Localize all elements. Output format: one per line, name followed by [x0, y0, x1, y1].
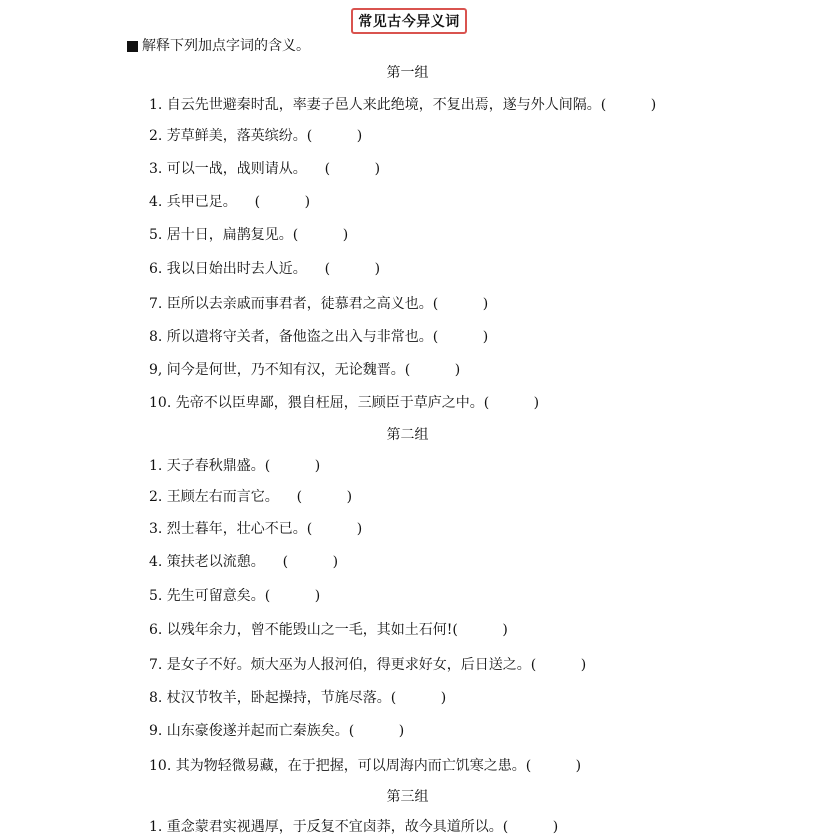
list-item: 5. 居十日，扁鹊复见。( )	[149, 227, 349, 243]
list-item: 1. 天子春秋鼎盛。( )	[149, 458, 321, 474]
list-item: 9. 山东豪俊遂并起而亡秦族矣。( )	[149, 723, 405, 739]
page-title: 常见古今异义词	[351, 8, 467, 34]
list-item: 7. 是女子不好。烦大巫为人报河伯，得更求好女，后日送之。( )	[149, 657, 587, 673]
group-title-3: 第三组	[386, 789, 429, 805]
list-item: 2. 王顾左右而言它。 ( )	[149, 489, 353, 505]
instruction	[127, 36, 310, 56]
list-item: 4. 兵甲已足。 ( )	[149, 194, 311, 210]
list-item: 8. 杖汉节牧羊，卧起操持，节旄尽落。( )	[149, 690, 447, 706]
list-item: 10. 先帝不以臣卑鄙，猥自枉屈，三顾臣于草庐之中。( )	[149, 395, 540, 411]
list-item: 2. 芳草鲜美，落英缤纷。( )	[149, 128, 363, 144]
list-item: 4. 策扶老以流憩。 ( )	[149, 554, 339, 570]
list-item: 1. 重念蒙君实视遇厚，于反复不宜卤莽，故今具道所以。( )	[149, 819, 559, 835]
list-item: 6. 以残年余力，曾不能毁山之一毛，其如土石何!( )	[149, 622, 508, 638]
list-item: 3. 可以一战，战则请从。 ( )	[149, 161, 381, 177]
list-item: 3. 烈士暮年，壮心不已。( )	[149, 521, 363, 537]
instruction-text: 解释下列加点字词的含义。	[142, 38, 310, 54]
list-item: 6. 我以日始出时去人近。 ( )	[149, 261, 381, 277]
list-item: 1. 自云先世避秦时乱，率妻子邑人来此绝境，不复出焉，遂与外人间隔。( )	[149, 97, 657, 113]
list-item: 8. 所以遣将守关者，备他盗之出入与非常也。( )	[149, 329, 489, 345]
square-bullet-icon	[127, 41, 138, 52]
list-item: 5. 先生可留意矣。( )	[149, 588, 321, 604]
group-title-2: 第二组	[386, 427, 429, 443]
group-title-1: 第一组	[386, 65, 429, 81]
list-item: 9, 问今是何世，乃不知有汉，无论魏晋。( )	[149, 362, 461, 378]
list-item: 7. 臣所以去亲戚而事君者，徒慕君之高义也。( )	[149, 296, 489, 312]
list-item: 10. 其为物轻微易藏，在于把握，可以周海内而亡饥寒之患。( )	[149, 758, 582, 774]
